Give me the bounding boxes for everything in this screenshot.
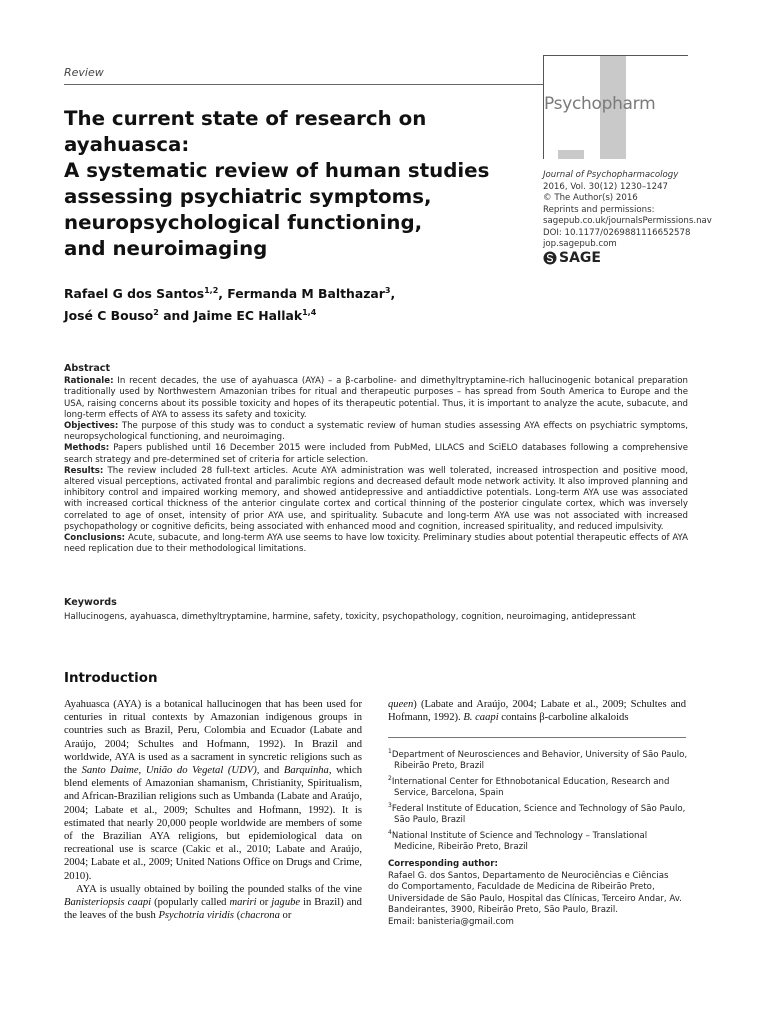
author-separator: ,	[390, 286, 396, 302]
italic-term: queen	[388, 699, 414, 710]
text-run: ) (Labate and Araújo, 2004; Labate et al., 2009; Schultes and Hofmann, 1992).	[388, 699, 686, 724]
abstract	[64, 363, 688, 555]
author-affiliation-marker: 2	[153, 308, 159, 318]
affiliation-footnote	[388, 827, 688, 854]
address-line: Rafael G. dos Santos, Departamento de Neurociências e Ciências	[388, 870, 669, 881]
text-run: , and	[256, 765, 284, 777]
author-name: Jaime EC Hallak	[193, 308, 303, 324]
abstract-heading: Abstract	[64, 363, 111, 374]
journal-reprints: Reprints and permissions:	[543, 204, 655, 215]
italic-term: chacrona	[240, 910, 280, 922]
journal-logo-word: Psychopharm	[544, 94, 656, 114]
title-line: neuropsychological functioning,	[64, 211, 423, 234]
title-line: and neuroimaging	[64, 237, 268, 260]
footnote-line: São Paulo, Brazil	[394, 815, 466, 826]
keywords-text: Hallucinogens, ayahuasca, dimethyltryptamine, harmine, safety, toxicity, psychopathology, cognition, neuroimaging, antidepressant	[64, 612, 636, 622]
journal-site[interactable]: jop.sagepub.com	[543, 239, 617, 249]
author-affiliation-marker: 1,4	[302, 308, 317, 318]
intro-paragraph-continued	[388, 698, 686, 724]
header-rule	[64, 84, 544, 85]
address-line: Universidade de São Paulo, Hospital das Clínicas, Terceiro Andar, Av.	[388, 893, 682, 904]
footnote-number: 1	[388, 748, 392, 755]
italic-term: Santo Daime	[81, 765, 139, 777]
corresponding-author-address	[388, 871, 688, 929]
footnote-line: Federal Institute of Education, Science and Technology of São Paulo,	[391, 803, 686, 814]
corresponding-author-heading: Corresponding author:	[388, 859, 498, 870]
footnote-line: International Center for Ethnobotanical Education, Research and	[391, 776, 670, 787]
text-run: or	[279, 910, 292, 922]
article-title	[64, 106, 514, 262]
footnotes	[388, 746, 688, 928]
author-affiliation-marker: 1,2	[204, 286, 219, 295]
text-run: contains β-carboline alkaloids	[498, 712, 629, 724]
text-run: , which blend elements of Amazonian shamanism, Christianity, Spiritualism, and African-Brazilian religions such as Umbanda (Labate and Araújo, 2004; Labate et al., 2009; Schultes and Hofmann, 1992). It is estimated that nearly 20,000 people worldwide are members of some of the Brazilian AYA religions, but epidemiological data on recreational use is scarce (Cakic et al., 2010; Labate and Araújo, 2004; Labate et al., 2009; United Nations Office on Drugs and Crime, 2010).	[64, 765, 362, 882]
title-line: assessing psychiatric symptoms,	[64, 185, 432, 208]
title-line: A systematic review of human studies	[64, 159, 490, 182]
italic-term: União do Vegetal (UDV)	[145, 765, 257, 777]
italic-term: Barquinha	[283, 765, 329, 777]
text-run: AYA is usually obtained by boiling the pounded stalks of the vine	[76, 883, 362, 895]
author-separator: ,	[218, 286, 228, 302]
journal-reprints-url[interactable]: sagepub.co.uk/journalsPermissions.nav	[543, 216, 712, 226]
author-name: Fermanda M Balthazar	[227, 286, 385, 302]
introduction-heading: Introduction	[64, 671, 158, 686]
footnote-line: Medicine, Ribeirão Preto, Brazil	[394, 841, 528, 852]
sage-s-icon	[543, 251, 557, 265]
title-line: The current state of research on ayahuasca:	[64, 107, 427, 156]
keywords-heading: Keywords	[64, 597, 117, 608]
footnote-line: Service, Barcelona, Spain	[394, 788, 504, 799]
text-run: ,	[138, 765, 146, 777]
affiliation-footnote	[388, 746, 688, 773]
text-run: Ayahuasca (AYA) is a botanical hallucinogen that has been used for centuries in ritual contexts by Amazonian indigenous groups in countries such as Brazil, Peru, Colombia and Ecuador (Labate and Araújo, 2004; Schultes and Hofmann, 1992). In Brazil and worldwide, AYA is used as a sacrament in syncretic religions such as the	[64, 699, 362, 777]
corresponding-author	[388, 859, 688, 928]
journal-volume: 2016, Vol. 30(12) 1230–1247	[543, 181, 668, 192]
text-run: in Brazil) and the leaves of the bush	[64, 897, 362, 922]
body-column-right	[388, 698, 686, 724]
footnote-line: National Institute of Science and Technology – Translational	[391, 830, 648, 841]
abstract-results: Results: The review included 28 full-text articles. Acute AYA administration was well tolerated, increased introspection and positive mood, altered visual perceptions, activated frontal and paralimbic regions and decreased default mode network activity. It also improved planning and inhibitory control and impaired working memory, and showed antidepressive and antiaddictive potentials. Long-term AYA use was associated with increased cortical thickness of the anterior cingulate cortex and cortical thinning of the posterior cingulate cortex, which was inversely correlated to age of onset, intensity of prior AYA use, and spirituality. Subacute and long-term AYA use was not associated with increased psychopathology or cognitive deficits, being associated with enhanced mood and cognition, increased spirituality, and reduced impulsivity.	[64, 465, 688, 532]
text-run: or	[256, 897, 272, 909]
journal-doi[interactable]: DOI: 10.1177/0269881116652578	[543, 227, 691, 238]
corresponding-email[interactable]: Email: banisteria@gmail.com	[388, 916, 514, 927]
italic-term: B. caapi	[463, 712, 499, 724]
text-run: (	[234, 910, 241, 922]
address-line: Bandeirantes, 3900, Ribeirão Preto, São Paulo, Brazil.	[388, 905, 618, 916]
intro-paragraph-2	[64, 883, 362, 923]
abstract-objectives: Objectives: The purpose of this study was to conduct a systematic review of human studies assessing AYA effects on psychiatric symptoms, neuropsychological functioning, and neuroimaging.	[64, 421, 688, 443]
author-separator: and	[158, 308, 194, 324]
journal-meta	[543, 170, 723, 251]
abstract-methods: Methods: Papers published until 16 December 2015 were included from PubMed, LILACS and SciELO databases following a comprehensive search strategy and pre-determined set of criteria for article selection.	[64, 443, 688, 465]
footnote-number: 3	[388, 801, 392, 809]
affiliation-list	[388, 746, 688, 853]
footnote-line: Department of Neurosciences and Behavior, University of São Paulo,	[391, 749, 688, 760]
italic-term: Banisteriopsis caapi	[64, 897, 152, 909]
author-list	[64, 281, 524, 325]
affiliation-footnote	[388, 800, 688, 827]
publisher-name: SAGE	[559, 250, 601, 266]
author-name: José C Bouso	[64, 308, 154, 324]
footnote-number: 2	[388, 774, 392, 782]
intro-paragraph-1	[64, 698, 362, 883]
author-name: Rafael G dos Santos	[64, 286, 205, 302]
italic-term: Psychotria viridis	[158, 910, 235, 922]
publisher-logo	[543, 250, 601, 266]
affiliation-footnote	[388, 773, 688, 800]
abstract-conclusions: Conclusions: Acute, subacute, and long-term AYA use seems to have low toxicity. Preliminary studies about potential therapeutic effects of AYA need replication due to their methodological limitations.	[64, 533, 688, 555]
italic-term: jagube	[271, 897, 301, 909]
italic-term: mariri	[229, 897, 257, 909]
body-column-left	[64, 698, 362, 922]
text-run: (popularly called	[151, 897, 230, 909]
section-label: Review	[64, 66, 104, 79]
address-line: do Comportamento, Faculdade de Medicina de Ribeirão Preto,	[388, 882, 655, 893]
journal-name: Journal of Psychopharmacology	[543, 170, 679, 180]
footnote-number: 4	[388, 828, 392, 836]
journal-logo	[543, 55, 688, 159]
journal-copyright: © The Author(s) 2016	[543, 193, 638, 203]
footnote-line: Ribeirão Preto, Brazil	[394, 761, 485, 772]
footnote-rule	[388, 737, 686, 738]
author-affiliation-marker: 3	[384, 286, 391, 295]
keywords	[64, 597, 688, 623]
abstract-rationale: Rationale: In recent decades, the use of ayahuasca (AYA) – a β-carboline- and dimethyltryptamine-rich hallucinogenic botanical preparation traditionally used by Northwestern Amazonian tribes for ritual and therapeutic purposes – has spread from South America to Europe and the USA, raising concerns about its possible toxicity and hopes of its therapeutic potential. Thus, it is important to analyze the acute, subacute, and long-term effects of AYA to assess its safety and toxicity.	[64, 376, 688, 420]
